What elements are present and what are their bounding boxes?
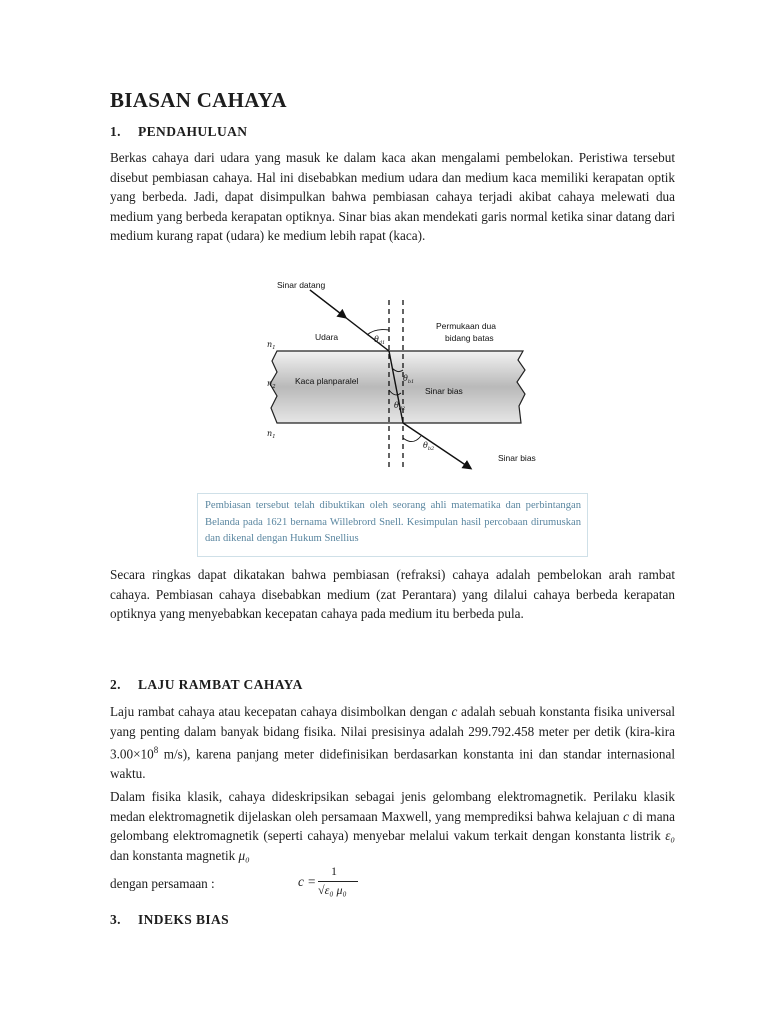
label-sinar-datang: Sinar datang <box>277 280 326 290</box>
section-heading-pendahuluan <box>110 124 247 140</box>
symbol-epsilon0: ε₀ <box>665 828 675 844</box>
label-theta-b2: $\theta_{b2}$ <box>423 441 435 452</box>
formula-denominator: √ε₀ μ₀ <box>318 883 347 897</box>
symbol-c: c <box>623 808 629 824</box>
section-number: 2. <box>110 677 121 692</box>
label-permukaan-1: Permukaan dua <box>436 321 497 331</box>
formula-row <box>110 866 510 906</box>
paragraph-maxwell: Dalam fisika klasik, cahaya dideskripsikan sebagai jenis gelombang elektromagnetik. Perilaku klasik medan elektromagnetik dijelaskan oleh persamaan Maxwell, yang memprediksi bahwa kelajuan c di mana gelombang elektromagnetik (seperti cahaya) menyebar melalui vakum terkait dengan konstanta listrik ε₀ dan konstanta magnetik μ₀ <box>110 789 675 863</box>
section-number: 1. <box>110 124 121 139</box>
paragraph-pembiasan-intro: Berkas cahaya dari udara yang masuk ke dalam kaca akan mengalami pembelokan. Peristiwa tersebut disebut pembiasan cahaya. Hal ini disebabkan medium udara dan medium kaca memiliki kerapatan optik yang berbeda. Jadi, dapat disimpulkan bahwa pembiasan cahaya terjadi akibat cahaya melewati dua medium yang berbeda kerapatan optiknya. Sinar bias akan mendekati garis normal ketika sinar datang dari medium kurang rapat (udara) ke medium lebih rapat (kaca). <box>110 150 675 244</box>
snell-callout-box: Pembiasan tersebut telah dibuktikan oleh seorang ahli matematika dan perbintangan Belanda pada 1621 bernama Willebrord Snell. Kesimpulan hasil percobaan dirumuskan dan dikenal dengan Hukum Snellius <box>197 493 588 557</box>
label-theta-b1: $\theta_{b1}$ <box>403 374 415 385</box>
label-sinar-bias-outer: Sinar bias <box>498 453 536 463</box>
label-theta-d1: $\theta_{d1}$ <box>374 335 386 346</box>
symbol-mu0: μ₀ <box>238 847 250 863</box>
formula-fraction-bar <box>318 881 358 882</box>
section-title: INDEKS BIAS <box>138 912 230 927</box>
paragraph-refraksi-summary: Secara ringkas dapat dikatakan bahwa pembiasan (refraksi) cahaya adalah pembelokan arah rambat cahaya. Pembiasan cahaya disebabkan medium (zat Perantara) yang dilalui cahaya berbeda kerapatan optiknya yang menyebabkan kecepatan cahaya pada medium itu berbeda pula. <box>110 567 675 622</box>
symbol-c: c <box>451 704 458 719</box>
speed-of-light-formula <box>298 866 368 906</box>
formula-c: c <box>298 874 304 889</box>
section-number: 3. <box>110 912 121 927</box>
formula-numerator: 1 <box>331 864 337 878</box>
label-n2: $n_2$ <box>267 379 276 390</box>
glass-slab <box>270 351 525 423</box>
section-heading-laju-rambat <box>110 677 303 693</box>
section-title: LAJU RAMBAT CAHAYA <box>138 677 303 692</box>
label-theta-d2: $\theta_{d2}$ <box>394 401 406 412</box>
formula-label: dengan persamaan : <box>110 876 215 891</box>
label-n1-top: $n_1$ <box>267 340 276 351</box>
refraction-diagram <box>255 278 545 473</box>
section-title: PENDAHULUAN <box>138 124 248 139</box>
refraction-diagram-svg <box>255 278 545 473</box>
document-title: BIASAN CAHAYA <box>110 88 287 112</box>
exponent: 8 <box>153 745 159 756</box>
label-sinar-bias-inner: Sinar bias <box>425 386 463 396</box>
paragraph-kecepatan-cahaya: Laju rambat cahaya atau kecepatan cahaya disimbolkan dengan c adalah sebuah konstanta fisika universal yang penting dalam banyak bidang fisika. Nilai presisinya adalah 299.792.458 meter per detik (kira-kira $3.00\times 10^8$ m/s), karena panjang meter didefinisikan berdasarkan konstanta ini dan standar internasional waktu. <box>110 704 675 782</box>
label-permukaan-2: bidang batas <box>445 333 494 343</box>
section-heading-indeks-bias <box>110 912 229 928</box>
label-udara: Udara <box>315 332 339 342</box>
emergent-ray <box>403 423 470 468</box>
formula-equals: = <box>308 874 316 889</box>
label-kaca-planparalel: Kaca planparalel <box>295 376 359 386</box>
label-n1-bottom: $n_1$ <box>267 429 276 440</box>
